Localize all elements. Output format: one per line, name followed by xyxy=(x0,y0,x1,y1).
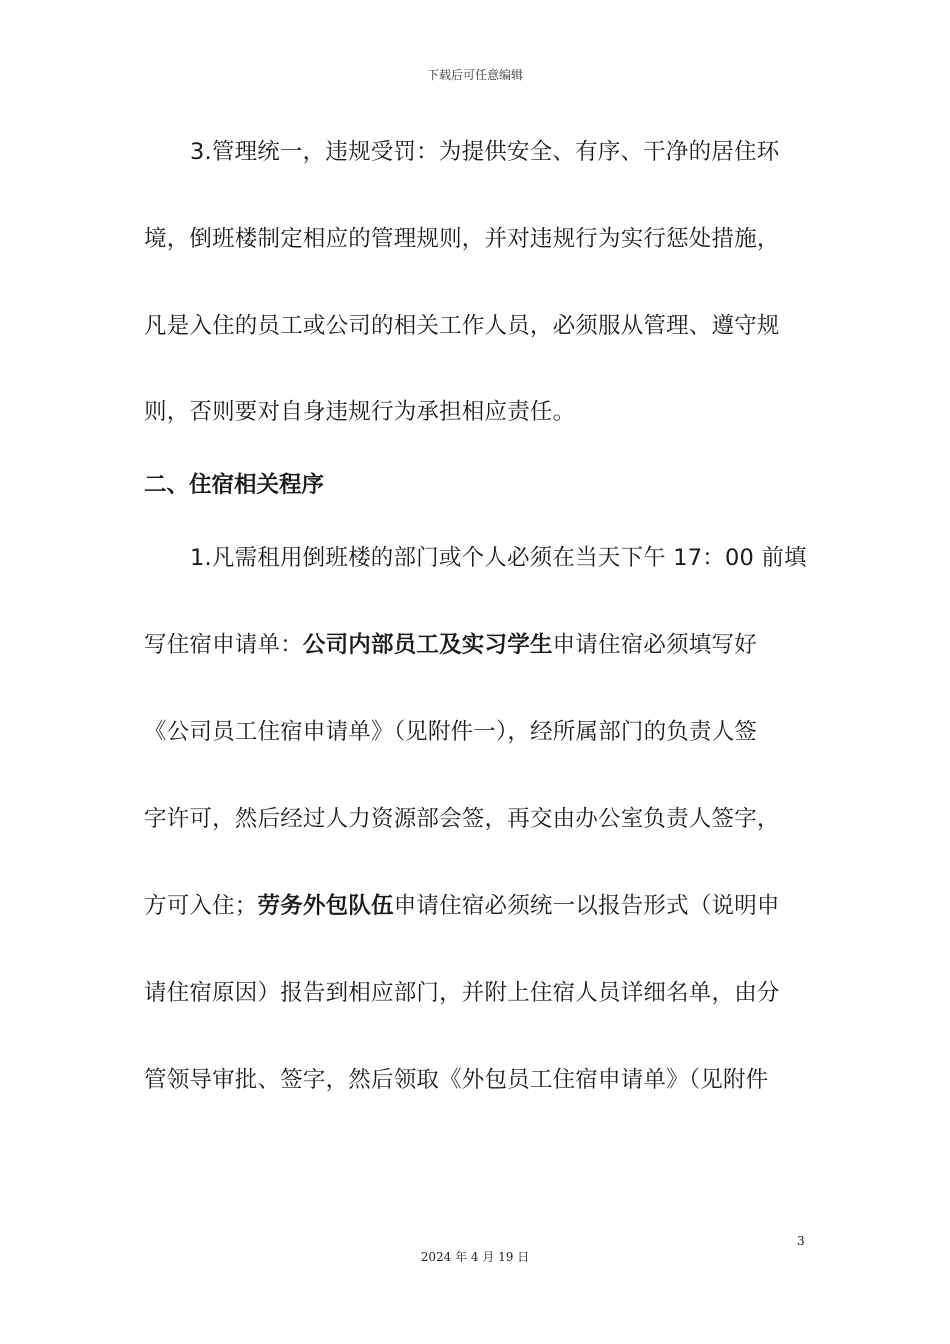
paragraph-line: 凡是入住的员工或公司的相关工作人员，必须服从管理、遵守规 xyxy=(144,313,780,339)
paragraph-line: 境，倒班楼制定相应的管理规则，并对违规行为实行惩处措施， xyxy=(144,226,780,252)
section-heading: 二、住宿相关程序 xyxy=(144,472,325,498)
paragraph-line: 则，否则要对自身违规行为承担相应责任。 xyxy=(144,399,576,425)
paragraph-line xyxy=(144,891,796,921)
paragraph-line: 1.凡需租用倒班楼的部门或个人必须在当天下午 17：00 前填 xyxy=(190,545,807,571)
footer-date: 2024 年 4 月 19 日 xyxy=(420,1250,530,1264)
text-segment: 申请住宿必须填写好 xyxy=(552,632,757,658)
paragraph-line: 字许可，然后经过人力资源部会签，再交由办公室负责人签字， xyxy=(144,806,780,832)
paragraph-line: 管领导审批、签字，然后领取《外包员工住宿申请单》（见附件 xyxy=(144,1067,769,1093)
text-segment: 写住宿申请单： xyxy=(144,632,303,658)
paragraph-line: 3.管理统一，违规受罚：为提供安全、有序、干净的居住环 xyxy=(190,139,780,165)
bold-text-segment: 公司内部员工及实习学生 xyxy=(302,632,553,658)
paragraph-line xyxy=(144,630,796,660)
bold-text-segment: 劳务外包队伍 xyxy=(257,893,394,919)
paragraph-line: 请住宿原因）报告到相应部门，并附上住宿人员详细名单，由分 xyxy=(144,980,780,1006)
paragraph-line: 《公司员工住宿申请单》（见附件一），经所属部门的负责人签 xyxy=(144,719,758,745)
page-number: 3 xyxy=(797,1234,805,1248)
text-segment: 方可入住； xyxy=(144,893,258,919)
page-header: 下载后可任意编辑 xyxy=(426,68,523,82)
text-segment: 申请住宿必须统一以报告形式（说明申 xyxy=(393,893,780,919)
